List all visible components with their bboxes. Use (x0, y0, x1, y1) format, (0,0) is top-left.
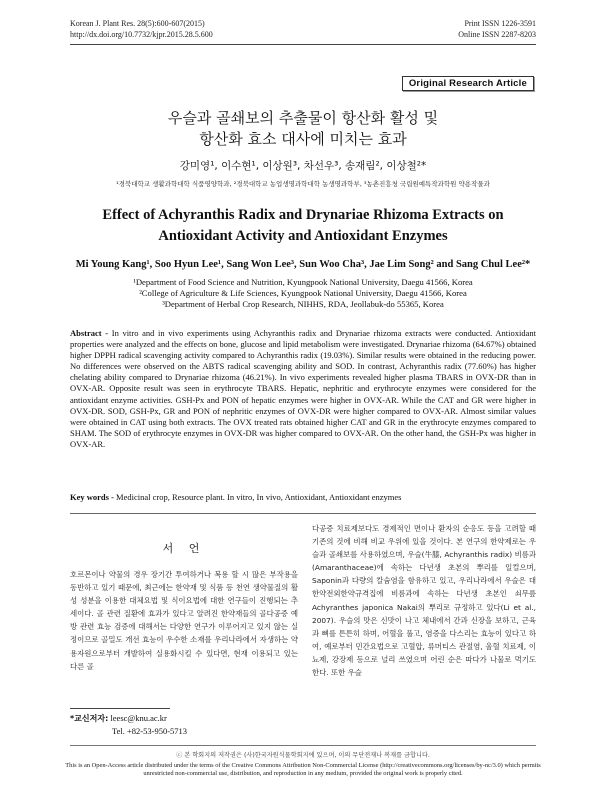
intro-heading: 서 언 (162, 542, 206, 555)
intro-right-column (312, 522, 536, 679)
keywords-divider (70, 513, 536, 514)
keywords-text: Medicinal crop, Resource plant. In vitro, In vivo, Antioxidant, Antioxidant enzymes (116, 492, 402, 502)
correspondence-email[interactable]: leesc@knu.ac.kr (110, 713, 167, 723)
doi-link[interactable]: http://dx.doi.org/10.7732/kjpr.2015.28.5.600 (70, 30, 213, 39)
journal-citation: Korean J. Plant Res. 28(5):600-607(2015) (70, 19, 205, 28)
print-issn: Print ISSN 1226-3591 (464, 19, 536, 28)
correspondence-label: *교신저자: (70, 714, 109, 723)
intro-right-text: 다공증 치료제보다도 경제적인 면이나 환자의 순응도 등을 고려할 때 기존의 것에 비해 비교 우위에 있을 것이다. 본 연구의 한약제로는 우슬과 골쇄보를 사용하였으며, 우슬(牛膝, Achyranthis radix) 비름과(Amaranthaceae)에 속하는 다년생 초본의 뿌리를 일컬으며, Saponin과 다량의 칼슘염을 함유하고 있고, 우리나라에서 우슬은 대한약전외한약규격집에 비름과에 속하는 다년생 초본인 쇠무릎 Achyranthes japonica Nakai의 뿌리로 규정하고 있다(Li et al., 2007). 우슬의 맛은 신맛이 나고 체내에서 간과 신장을 보하고, 근육과 뼈를 튼튼히 하며, 어혈을 풀고, 염증을 다스리는 효능이 있다고 하여, 예로부터 민간요법으로 고혈압, 류머티스 관절염, 울혈 치료제, 이뇨제, 강장제 등으로 널리 쓰였으며 어린 순은 따다가 나물로 먹기도 한다. 또한 우슬 (312, 524, 536, 678)
article-type-badge: Original Research Article (402, 76, 534, 91)
keywords (70, 492, 536, 502)
intro-left-text: 호르몬이나 약물의 경우 장기간 투여하거나 복용 할 시 많은 부작용을 동반하고 있기 때문에, 최근에는 한약재 및 식품 등 천연 생약물질의 활성 성분을 이용한 대체요법 및 식이요법에 대한 연구들이 진행되는 추세이다. 골 관련 질환에 효과가 있다고 알려진 한약재들의 골다공증 예방 관련 효능 검증에 대해서는 다양한 연구가 이루어지고 있지 않는 실정이므로 골밀도 개선 효능이 우수한 소재를 우리나라에서 자생하는 약용자원으로부터 개발하여 실용화시킬 수 있다면, 현재 이용되고 있는 다른 골 (70, 570, 298, 671)
korean-title-line1: 우슬과 골쇄보의 추출물이 항산화 활성 및 (167, 109, 439, 127)
copyright-notice-korean: ⓒ 본 학회지의 저작권은 (사)한국자원식물학회지에 있으며, 이의 무단전재나 복재를 금합니다. (176, 752, 430, 759)
abstract (70, 328, 536, 450)
affiliation-2: ²College of Agriculture & Life Sciences, Kyungpook National University, Daegu 41566, Korea (139, 288, 467, 298)
issn-block (458, 18, 536, 40)
english-title-line2: Antioxidant Activity and Antioxidant Enzymes (158, 228, 448, 244)
intro-left-column (70, 540, 298, 673)
correspondence (70, 712, 187, 737)
correspondence-divider (70, 708, 170, 709)
keywords-label: Key words - (70, 492, 114, 502)
header-divider (70, 44, 536, 45)
footer-divider (70, 745, 536, 746)
online-issn: Online ISSN 2287-8203 (458, 30, 536, 39)
affiliation-1: ¹Department of Food Science and Nutrition, Kyungpook National University, Daegu 41566, Korea (133, 277, 473, 287)
korean-title (70, 108, 536, 150)
english-title-line1: Effect of Achyranthis Radix and Drynariae Rhizoma Extracts on (102, 207, 504, 223)
english-authors: Mi Young Kang¹, Soo Hyun Lee¹, Sang Won Lee³, Sun Woo Cha³, Jae Lim Song² and Sang Chul Lee²* (75, 259, 531, 270)
korean-title-line2: 항산화 효소 대사에 미치는 효과 (199, 130, 407, 148)
affiliation-3: ³Department of Herbal Crop Research, NIHHS, RDA, Jeollabuk-do 55365, Korea (162, 299, 444, 309)
korean-authors: 강미영¹, 이수현¹, 이상원³, 차선우³, 송재림², 이상철²* (179, 160, 427, 172)
license-notice: This is an Open-Access article distributed under the terms of the Creative Commons Attribution Non-Commercial License (http://creativecommons.org/licenses/by-nc/3.0) which permits unrestricted non-commercial use, distribution, and reproduction in any medium, provided the original work is properly cited. (65, 762, 541, 777)
english-title (70, 205, 536, 247)
abstract-text: In vitro and in vivo experiments using Achyranthis radix and Drynariae rhizoma extracts were conducted. Antioxidant properties were analyzed and the effects on bone, glucose and lipid metabolism were investigated. Drynariae rhizoma (64.67%) obtained higher DPPH radical scavenging activity compared to Achyranthis radix (19.03%). Similar results were obtained in the reducing power. No differences were observed on the ABTS radical scavenging ability and SOD. In contrast, Achyranthis radix (77.60%) has higher chelating ability compared to Drynariae rhizoma (46.21%). In vivo experiments revealed higher plasma TBARS in OVX-DR than in OVX-AR. Opposite result was seen in erythrocyte TBARS. Hepatic, nephritic and erythrocyte enzymes were considered for the antioxidant enzyme activities. GSH-Px and PON of hepatic enzymes were higher in OVX-AR. While the CAT and GR were higher in OVX-DR. SOD, GSH-Px, GR and PON of nephritic enzymes of OVX-DR were higher compared to OVX-AR. Almost similar values were obtained in CAT using both extracts. The OVX treated rats obtained higher CAT and GR in the erythrocyte enzymes compared to SHAM. The SOD of erythrocyte enzymes in OVX-DR was higher compared to OVX-AR. On the other hand, the GSH-Px was higher in OVX-AR. (70, 328, 537, 449)
korean-affiliation: ¹경북대학교 생활과학대학 식품영양학과, ²경북대학교 농업생명과학대학 농생명과학부, ³농촌진흥청 국립원예특작과학원 약용작물과 (116, 180, 490, 188)
abstract-label: Abstract - (70, 328, 109, 338)
correspondence-tel: Tel. +82-53-950-5713 (112, 726, 188, 736)
journal-header (70, 18, 213, 40)
english-affiliations (70, 277, 536, 310)
